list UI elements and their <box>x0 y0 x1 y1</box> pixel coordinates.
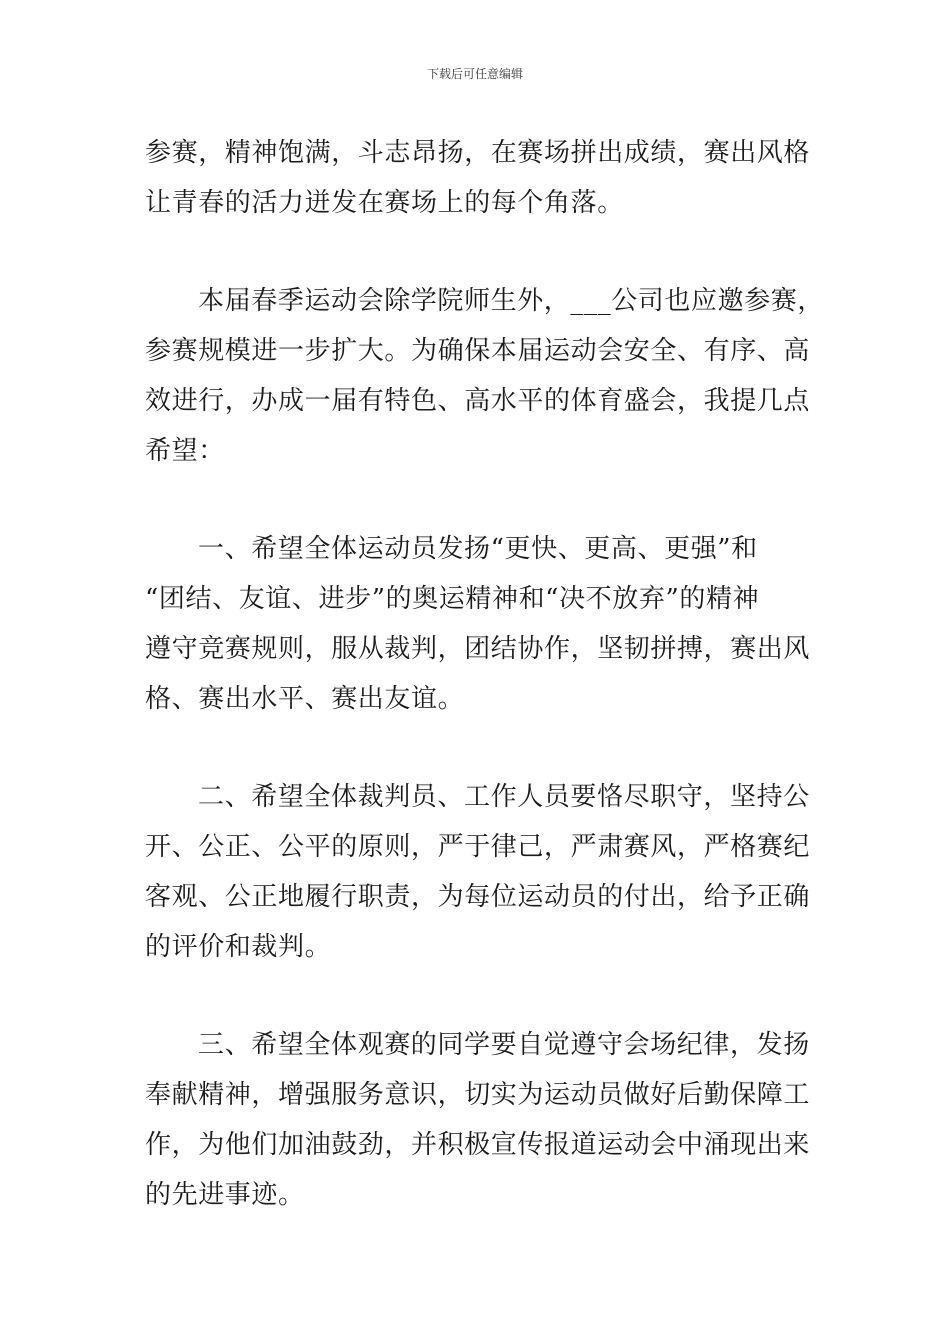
paragraph-line: 遵守竞赛规则，服从裁判，团结协作，坚韧拼搏，赛出风 <box>145 634 811 664</box>
paragraph-line: 三、希望全体观赛的同学要自觉遵守会场纪律，发扬 <box>198 1030 810 1060</box>
paragraph-line: “团结、友谊、进步”的奥运精神和“决不放弃”的精神 <box>145 584 760 614</box>
paragraph-line: 开、公正、公平的原则，严于律己，严肃赛风，严格赛纪 <box>145 832 811 862</box>
paragraph-line: 的先进事迹。 <box>145 1180 305 1210</box>
paragraph-line: 作，为他们加油鼓劲，并积极宣传报道运动会中涌现出来 <box>145 1130 811 1160</box>
paragraph-gap <box>145 476 807 524</box>
paragraph-line: 让青春的活力迸发在赛场上的每个角落。 <box>145 188 624 218</box>
paragraph-line: 客观、公正地履行职责，为每位运动员的付出，给予正确 <box>145 882 811 912</box>
paragraph-gap <box>145 972 807 1020</box>
paragraph <box>145 276 825 476</box>
header-note: 下载后可任意编辑 <box>426 67 523 81</box>
paragraph <box>145 128 811 228</box>
paragraph-line: 本届春季运动会除学院师生外，___公司也应邀参赛， <box>198 286 825 316</box>
paragraph-line: 奉献精神，增强服务意识，切实为运动员做好后勤保障工 <box>145 1080 811 1110</box>
paragraph-line: 效进行，办成一届有特色、高水平的体育盛会，我提几点 <box>145 386 811 416</box>
paragraph-line: 的评价和裁判。 <box>145 932 332 962</box>
paragraph <box>145 524 811 724</box>
paragraph <box>145 772 811 972</box>
paragraph-line: 参赛，精神饱满，斗志昂扬，在赛场拼出成绩，赛出风格 <box>145 138 811 168</box>
paragraph-line: 参赛规模进一步扩大。为确保本届运动会安全、有序、高 <box>145 336 811 366</box>
paragraph-line: 格、赛出水平、赛出友谊。 <box>145 684 465 714</box>
paragraph-line: 希望： <box>145 436 225 466</box>
paragraph-gap <box>145 724 807 772</box>
document-body <box>145 128 825 1220</box>
paragraph <box>145 1020 811 1220</box>
paragraph-line: 二、希望全体裁判员、工作人员要恪尽职守，坚持公 <box>198 782 810 812</box>
paragraph-gap <box>145 228 807 276</box>
paragraph-line: 一、希望全体运动员发扬“更快、更高、更强”和 <box>198 534 758 564</box>
